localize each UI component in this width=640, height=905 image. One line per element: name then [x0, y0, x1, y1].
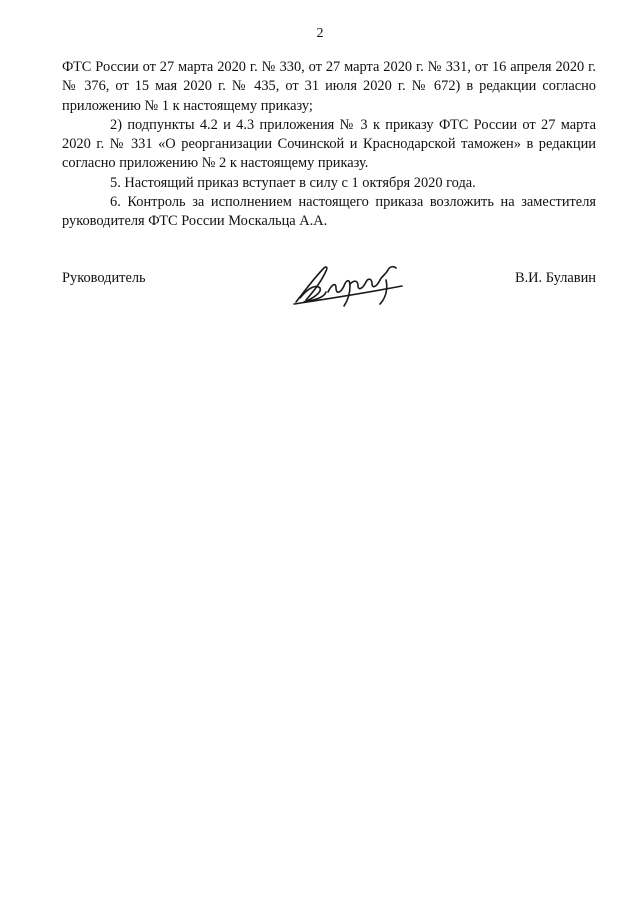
document-body	[62, 58, 596, 232]
signature-block	[62, 258, 596, 318]
paragraph-continuation: ФТС России от 27 марта 2020 г. № 330, от 27 марта 2020 г. № 331, от 16 апреля 2020 г. № 376, от 15 мая 2020 г. № 435, от 31 июля 2020 г. № 672) в редакции согласно приложению № 1 к настоящему приказу;	[62, 59, 596, 114]
handwritten-signature	[290, 258, 410, 310]
page-number: 2	[316, 26, 324, 41]
paragraph-item-6: 6. Контроль за исполнением настоящего приказа возложить на заместителя руководителя ФТС России Москальца А.А.	[62, 194, 596, 230]
paragraph-item-5: 5. Настоящий приказ вступает в силу с 1 октября 2020 года.	[110, 174, 476, 191]
signer-name: В.И. Булавин	[514, 270, 596, 286]
signer-role: Руководитель	[62, 270, 146, 286]
paragraph-item-2: 2) подпункты 4.2 и 4.3 приложения № 3 к приказу ФТС России от 27 марта 2020 г. № 331 «О реорганизации Сочинской и Краснодарской таможен» в редакции согласно приложению № 2 к настоящему приказу.	[62, 116, 596, 172]
